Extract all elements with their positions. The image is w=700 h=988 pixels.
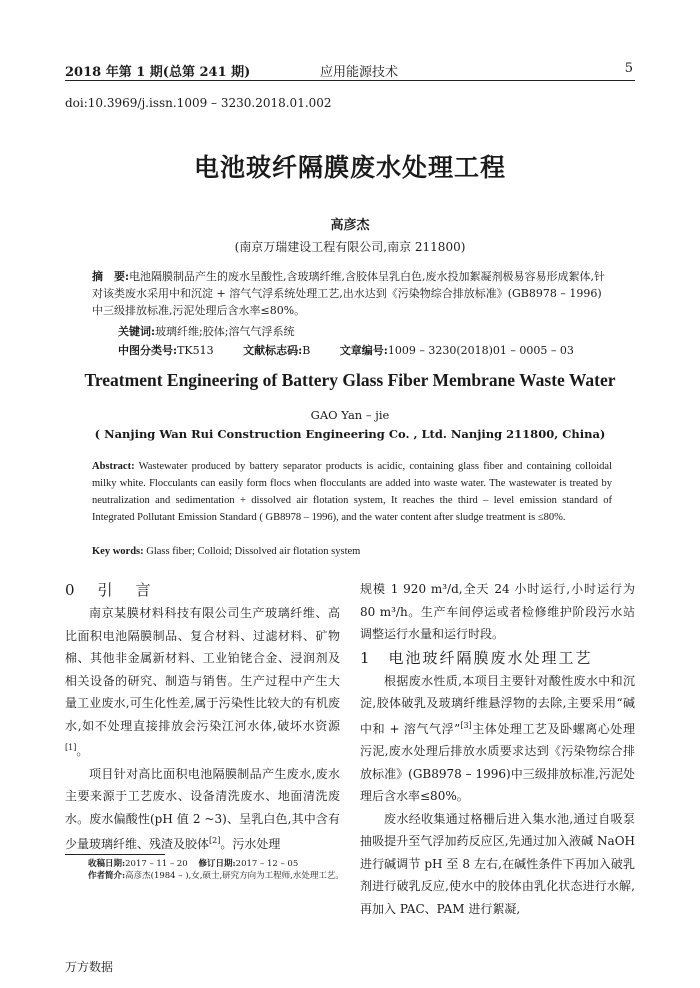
article-value: 1009 – 3230(2018)01 – 0005 – 03: [387, 344, 574, 357]
abstract-en-label: Abstract:: [92, 461, 135, 472]
author-cn: 高彦杰: [330, 218, 370, 233]
article-label: 文章编号:: [339, 344, 388, 357]
page-header: [65, 58, 635, 81]
left-column: [65, 578, 340, 856]
received-label: 收稿日期:: [88, 859, 126, 869]
revised-label: 修订日期:: [198, 859, 236, 869]
keywords-en: [92, 546, 612, 557]
classification-line: [118, 342, 618, 358]
intro-p1-text: 南京某膜材料科技有限公司生产玻璃纤维、高比面积电池隔膜制品、复合材料、过滤材料、矿物棉、其他非金属新材料、工业铂铑合金、浸润剂及相关设备的研究、制造与销售。生产过程中产生大量工业废水,可生化性差,属于污染性比较大的有机废水,如不处理直接排放会污染江河水体,破坏水资源: [65, 606, 340, 733]
keywords-cn-text: 玻璃纤维;胶体;溶气气浮系统: [155, 325, 295, 338]
affiliation-cn: (南京万瑞建设工程有限公司,南京 211800): [234, 240, 466, 254]
keywords-en-text: Glass fiber; Colloid; Dissolved air flotation system: [143, 546, 361, 557]
author-en: GAO Yan – jie: [310, 408, 390, 422]
doc-value: B: [302, 344, 311, 357]
process-paragraph: [360, 670, 635, 808]
doc-label: 文献标志码:: [243, 344, 303, 357]
journal-name: 应用能源技术: [320, 65, 399, 80]
affiliation-en: ( Nanjing Wan Rui Construction Engineering Co. , Ltd. Nanjing 211800, China): [94, 427, 606, 441]
right-column: [360, 578, 635, 920]
intro-p2-text: 项目针对高比面积电池隔膜制品产生废水,废水主要来源于工艺废水、设备清洗废水、地面清洗废水。废水偏酸性(pH 值 2 ~3)、呈乳白色,其中含有少量玻璃纤维、残渣及胶体: [65, 766, 340, 851]
doi: doi:10.3969/j.issn.1009 – 3230.2018.01.002: [65, 96, 332, 110]
intro-p1-end: 。: [76, 744, 89, 758]
continued-paragraph: 规模 1 920 m³/d,全天 24 小时运行,小时运行为 80 m³/h。生产车间停运或者检修维护阶段污水站调整运行水量和运行时段。: [360, 582, 635, 641]
section-0-heading: 0 引 言: [65, 581, 155, 599]
intro-paragraph-2: [65, 763, 340, 856]
clc-value: TK513: [177, 344, 214, 357]
flow-paragraph: 废水经收集通过格栅后进入集水池,通过自吸泵抽吸提升至气浮加药反应区,先通过加入液碱 NaOH 进行碱调节 pH 至 8 左右,在碱性条件下再加入破乳剂进行破乳反应,使水中的胶体由乳化状态进行水解,再加入 PAC、PAM 进行絮凝,: [360, 811, 635, 916]
intro-p2-end: 。污水处理: [220, 837, 281, 851]
process-text-a: 根据废水性质,本项目主要针对酸性废水中和沉淀,胶体破乳及玻璃纤维悬浮物的去除,主要采用“碱中和 + 溶气气浮”: [360, 673, 635, 736]
section-1-heading: 1 电池玻纤隔膜废水处理工艺: [360, 648, 593, 667]
abstract-en-text: Wastewater produced by battery separator products is acidic, containing glass fiber and containing colloidal milky white. Flocculants can easily form flocs when flocculants are added into waste water. The wastewater is treated by neutralization and sedimentation + dissolved air flotation system, It reaches the third – level emission standard of Integrated Pollutant Emission Standard ( GB8978 – 1996), and the water content after sludge treatment is ≤80%.: [92, 461, 612, 523]
process-text-b: 主体处理工艺及卧螺离心处理污泥,废水处理后排放水质要求达到《污染物综合排放标准》(GB8978 – 1996)中三级排放标准,污泥处理后含水率≤80%。: [360, 721, 635, 803]
received-date: 2017 – 11 – 20: [125, 859, 188, 869]
abstract-cn: [92, 268, 612, 319]
intro-paragraph-1: [65, 602, 340, 763]
author-bio-label: 作者简介:: [88, 871, 126, 881]
title-cn: 电池玻纤隔膜废水处理工程: [193, 153, 506, 182]
citation-1: [1]: [65, 743, 77, 752]
footnote-divider: [65, 854, 165, 855]
keywords-en-label: Key words:: [92, 546, 144, 557]
abstract-en: [92, 458, 612, 526]
revised-date: 2017 – 12 – 05: [235, 859, 299, 869]
clc-label: 中图分类号:: [118, 344, 178, 357]
author-bio: 高彦杰(1984 – ),女,硕士,研究方向为工程师,水处理工艺。: [125, 871, 344, 881]
watermark: 万方数据: [65, 960, 114, 974]
issue-info: 2018 年第 1 期(总第 241 期): [65, 65, 251, 80]
keywords-cn: [118, 323, 294, 339]
abstract-cn-label: 摘 要:: [92, 270, 130, 283]
title-en: Treatment Engineering of Battery Glass Fiber Membrane Waste Water: [84, 370, 616, 390]
citation-2: [2]: [209, 836, 221, 845]
keywords-cn-label: 关键词:: [118, 325, 156, 338]
footnote: [88, 858, 348, 882]
citation-3: [3]: [460, 720, 472, 730]
page-number: 5: [624, 61, 633, 76]
abstract-cn-text: 电池隔膜制品产生的废水呈酸性,含玻璃纤维,含胶体呈乳白色,废水投加絮凝剂极易容易形成絮体,针对该类废水采用中和沉淀 + 溶气气浮系统处理工艺,出水达到《污染物综合排放标准》(GB8978 – 1996)中三级排放标准,污泥处理后含水率≤80%。: [92, 270, 606, 317]
